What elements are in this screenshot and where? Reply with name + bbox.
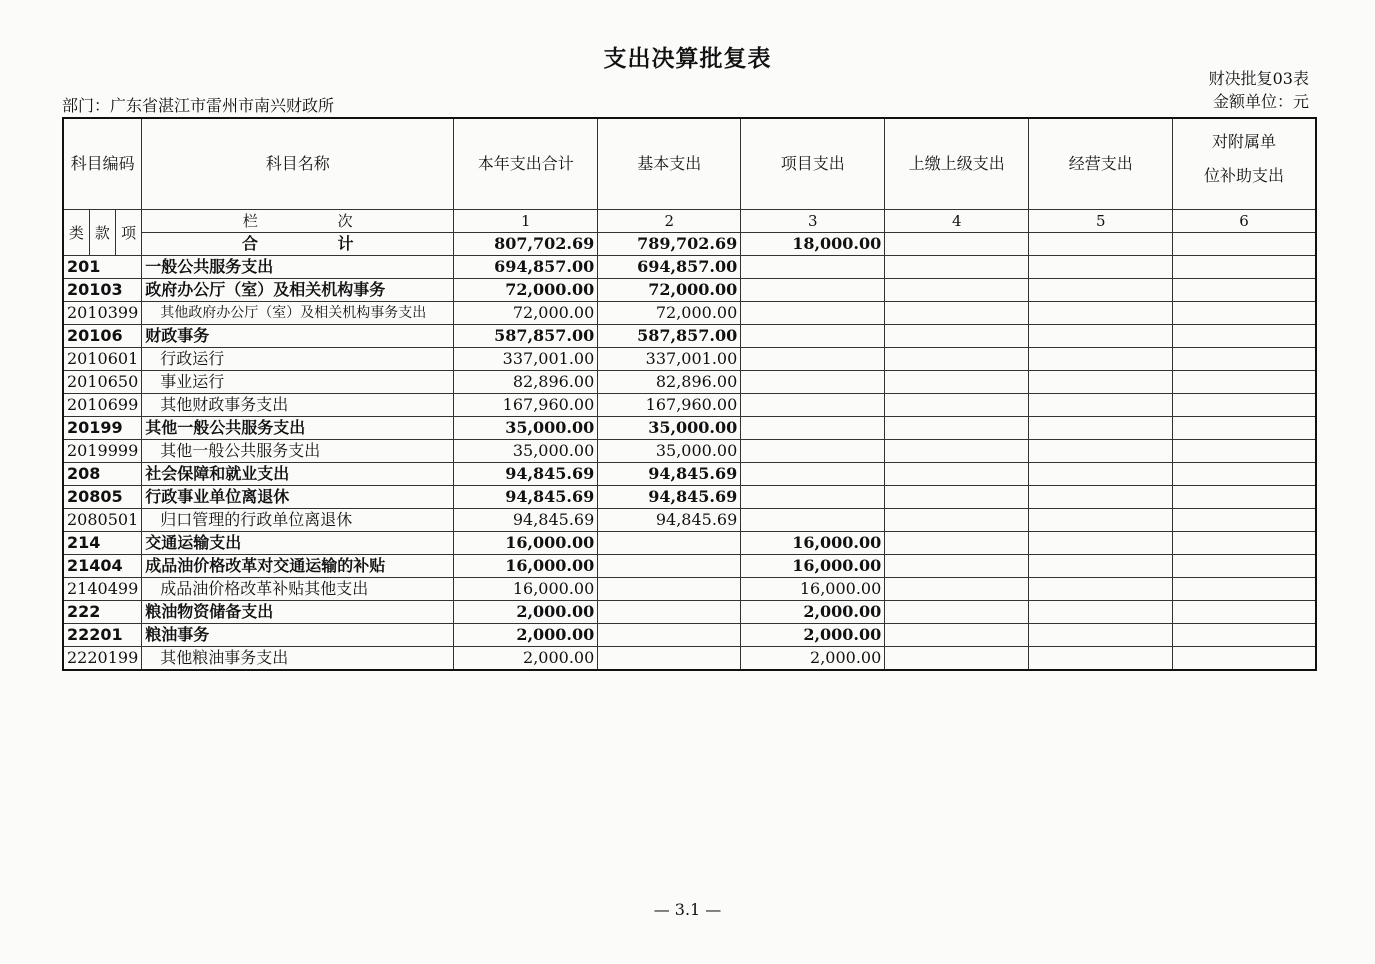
- row-basic: 167,960.00: [598, 394, 741, 417]
- table-row: [63, 578, 1316, 601]
- department-label: 部门：广东省湛江市雷州市南兴财政所: [62, 96, 335, 115]
- row-basic: [598, 578, 741, 601]
- row-basic: 694,857.00: [598, 256, 741, 279]
- table-row: [63, 256, 1316, 279]
- row-basic: 337,001.00: [598, 348, 741, 371]
- amount-unit-label: 金额单位：元: [1212, 92, 1309, 111]
- row-name: 财政事务: [142, 325, 454, 348]
- row-upper: [885, 601, 1029, 624]
- row-operating: [1029, 555, 1173, 578]
- table-row: [63, 532, 1316, 555]
- row-code: 2010601: [63, 348, 142, 371]
- row-subsidy: [1173, 647, 1316, 671]
- row-project: [741, 463, 885, 486]
- total-row: [63, 233, 1316, 256]
- row-total: 2,000.00: [454, 624, 598, 647]
- table-row: [63, 417, 1316, 440]
- table-row: [63, 302, 1316, 325]
- seq-number: 2: [598, 210, 741, 233]
- total-label: [142, 233, 454, 256]
- row-upper: [885, 578, 1029, 601]
- row-operating: [1029, 532, 1173, 555]
- row-name: 行政事业单位离退休: [142, 486, 454, 509]
- row-basic: [598, 647, 741, 671]
- table-row: [63, 440, 1316, 463]
- row-name: 成品油价格改革补贴其他支出: [142, 578, 454, 601]
- row-name: 其他财政事务支出: [142, 394, 454, 417]
- row-total: 35,000.00: [454, 440, 598, 463]
- row-total: 72,000.00: [454, 279, 598, 302]
- row-project: [741, 440, 885, 463]
- row-operating: [1029, 256, 1173, 279]
- row-operating: [1029, 509, 1173, 532]
- row-name: 事业运行: [142, 371, 454, 394]
- row-upper: [885, 486, 1029, 509]
- row-basic: 94,845.69: [598, 509, 741, 532]
- row-code: 20805: [63, 486, 142, 509]
- row-code: 20199: [63, 417, 142, 440]
- row-project: 2,000.00: [741, 624, 885, 647]
- row-operating: [1029, 624, 1173, 647]
- seq-number: 4: [885, 210, 1029, 233]
- row-subsidy: [1173, 532, 1316, 555]
- row-upper: [885, 555, 1029, 578]
- table-row: [63, 624, 1316, 647]
- row-code: 22201: [63, 624, 142, 647]
- row-name: 其他政府办公厅（室）及相关机构事务支出: [142, 302, 454, 325]
- header-subsidy-line2: 位补助支出: [1204, 166, 1285, 185]
- row-project: 16,000.00: [741, 532, 885, 555]
- row-upper: [885, 532, 1029, 555]
- row-operating: [1029, 601, 1173, 624]
- row-upper: [885, 371, 1029, 394]
- row-total: 94,845.69: [454, 463, 598, 486]
- row-name: 政府办公厅（室）及相关机构事务: [142, 279, 454, 302]
- sub-code-lei: 类: [63, 210, 89, 256]
- row-basic: 35,000.00: [598, 440, 741, 463]
- seq-number: 6: [1173, 210, 1316, 233]
- header-name: 科目名称: [142, 118, 454, 210]
- row-basic: 94,845.69: [598, 486, 741, 509]
- row-project: [741, 509, 885, 532]
- row-code: 201: [63, 256, 142, 279]
- row-code: 2019999: [63, 440, 142, 463]
- row-upper: [885, 463, 1029, 486]
- row-subsidy: [1173, 394, 1316, 417]
- table-row: [63, 486, 1316, 509]
- row-code: 20103: [63, 279, 142, 302]
- row-name: 归口管理的行政单位离退休: [142, 509, 454, 532]
- row-total: 694,857.00: [454, 256, 598, 279]
- row-name: 其他一般公共服务支出: [142, 440, 454, 463]
- total-label-1: 合: [241, 234, 258, 253]
- row-name: 其他粮油事务支出: [142, 647, 454, 671]
- row-total: 16,000.00: [454, 555, 598, 578]
- row-subsidy: [1173, 624, 1316, 647]
- row-project: [741, 417, 885, 440]
- seq-label-2: 次: [337, 212, 353, 230]
- row-basic: 72,000.00: [598, 279, 741, 302]
- table-row: [63, 647, 1316, 671]
- header-basic: 基本支出: [598, 118, 741, 210]
- row-name: 社会保障和就业支出: [142, 463, 454, 486]
- row-total: 16,000.00: [454, 532, 598, 555]
- seq-label-1: 栏: [242, 212, 258, 230]
- seq-number: 3: [741, 210, 885, 233]
- row-subsidy: [1173, 509, 1316, 532]
- seq-label: [142, 210, 454, 233]
- row-name: 交通运输支出: [142, 532, 454, 555]
- row-upper: [885, 394, 1029, 417]
- row-basic: [598, 624, 741, 647]
- table-row: [63, 601, 1316, 624]
- header-upper: 上缴上级支出: [885, 118, 1029, 210]
- row-basic: 587,857.00: [598, 325, 741, 348]
- header-subsidy: [1173, 118, 1316, 210]
- row-operating: [1029, 417, 1173, 440]
- table-row: [63, 371, 1316, 394]
- header-project: 项目支出: [741, 118, 885, 210]
- row-code: 2140499: [63, 578, 142, 601]
- row-total: 72,000.00: [454, 302, 598, 325]
- row-code: 2010699: [63, 394, 142, 417]
- row-upper: [885, 440, 1029, 463]
- table-row: [63, 348, 1316, 371]
- row-project: 2,000.00: [741, 601, 885, 624]
- row-operating: [1029, 486, 1173, 509]
- table-row: [63, 555, 1316, 578]
- row-project: [741, 486, 885, 509]
- row-subsidy: [1173, 601, 1316, 624]
- table-row: [63, 509, 1316, 532]
- row-upper: [885, 279, 1029, 302]
- expenditure-table: [62, 117, 1317, 671]
- row-project: [741, 371, 885, 394]
- row-project: [741, 394, 885, 417]
- row-name: 粮油事务: [142, 624, 454, 647]
- page-title: 支出决算批复表: [603, 46, 772, 72]
- row-total: 35,000.00: [454, 417, 598, 440]
- row-basic: 94,845.69: [598, 463, 741, 486]
- row-operating: [1029, 302, 1173, 325]
- table-row: [63, 325, 1316, 348]
- row-code: 208: [63, 463, 142, 486]
- header-subsidy-line1: 对附属单: [1212, 132, 1277, 151]
- header-code: 科目编码: [63, 118, 142, 210]
- row-code: 2010650: [63, 371, 142, 394]
- row-name: 行政运行: [142, 348, 454, 371]
- header-total: 本年支出合计: [454, 118, 598, 210]
- row-project: 16,000.00: [741, 555, 885, 578]
- row-project: 16,000.00: [741, 578, 885, 601]
- row-upper: [885, 256, 1029, 279]
- row-total: 337,001.00: [454, 348, 598, 371]
- row-upper: [885, 325, 1029, 348]
- row-total: 94,845.69: [454, 486, 598, 509]
- row-subsidy: [1173, 302, 1316, 325]
- total-subsidy: [1173, 233, 1316, 256]
- row-operating: [1029, 578, 1173, 601]
- row-subsidy: [1173, 417, 1316, 440]
- row-operating: [1029, 394, 1173, 417]
- total-operating: [1029, 233, 1173, 256]
- row-basic: 72,000.00: [598, 302, 741, 325]
- row-upper: [885, 647, 1029, 671]
- row-operating: [1029, 279, 1173, 302]
- row-total: 82,896.00: [454, 371, 598, 394]
- row-subsidy: [1173, 256, 1316, 279]
- row-basic: 82,896.00: [598, 371, 741, 394]
- seq-number: 5: [1029, 210, 1173, 233]
- row-operating: [1029, 348, 1173, 371]
- row-total: 16,000.00: [454, 578, 598, 601]
- row-project: [741, 302, 885, 325]
- row-operating: [1029, 325, 1173, 348]
- header-operating: 经营支出: [1029, 118, 1173, 210]
- row-code: 222: [63, 601, 142, 624]
- row-subsidy: [1173, 463, 1316, 486]
- row-upper: [885, 417, 1029, 440]
- row-subsidy: [1173, 348, 1316, 371]
- total-project: 18,000.00: [741, 233, 885, 256]
- row-project: [741, 348, 885, 371]
- row-subsidy: [1173, 555, 1316, 578]
- total-basic: 789,702.69: [598, 233, 741, 256]
- row-name: 其他一般公共服务支出: [142, 417, 454, 440]
- row-code: 21404: [63, 555, 142, 578]
- row-basic: [598, 601, 741, 624]
- row-total: 2,000.00: [454, 647, 598, 671]
- row-upper: [885, 302, 1029, 325]
- total-upper: [885, 233, 1029, 256]
- row-total: 2,000.00: [454, 601, 598, 624]
- row-code: 214: [63, 532, 142, 555]
- row-code: 2220199: [63, 647, 142, 671]
- row-operating: [1029, 647, 1173, 671]
- row-name: 粮油物资储备支出: [142, 601, 454, 624]
- table-row: [63, 279, 1316, 302]
- row-name: 成品油价格改革对交通运输的补贴: [142, 555, 454, 578]
- total-sum: 807,702.69: [454, 233, 598, 256]
- page-number: — 3.1 —: [653, 900, 722, 919]
- row-upper: [885, 348, 1029, 371]
- row-project: 2,000.00: [741, 647, 885, 671]
- row-subsidy: [1173, 486, 1316, 509]
- row-subsidy: [1173, 578, 1316, 601]
- table-row: [63, 394, 1316, 417]
- row-subsidy: [1173, 325, 1316, 348]
- sub-code-kuan: 款: [89, 210, 115, 256]
- row-basic: [598, 532, 741, 555]
- table-row: [63, 463, 1316, 486]
- row-subsidy: [1173, 371, 1316, 394]
- row-total: 587,857.00: [454, 325, 598, 348]
- row-operating: [1029, 463, 1173, 486]
- row-total: 167,960.00: [454, 394, 598, 417]
- row-upper: [885, 509, 1029, 532]
- sub-code-xiang: 项: [116, 210, 142, 256]
- row-basic: [598, 555, 741, 578]
- row-name: 一般公共服务支出: [142, 256, 454, 279]
- row-code: 20106: [63, 325, 142, 348]
- row-subsidy: [1173, 440, 1316, 463]
- form-number: 财决批复03表: [1208, 69, 1309, 88]
- row-project: [741, 279, 885, 302]
- row-basic: 35,000.00: [598, 417, 741, 440]
- row-project: [741, 256, 885, 279]
- seq-number: 1: [454, 210, 598, 233]
- row-operating: [1029, 371, 1173, 394]
- row-subsidy: [1173, 279, 1316, 302]
- row-operating: [1029, 440, 1173, 463]
- row-total: 94,845.69: [454, 509, 598, 532]
- row-project: [741, 325, 885, 348]
- total-label-2: 计: [337, 234, 354, 253]
- row-code: 2080501: [63, 509, 142, 532]
- row-code: 2010399: [63, 302, 142, 325]
- row-upper: [885, 624, 1029, 647]
